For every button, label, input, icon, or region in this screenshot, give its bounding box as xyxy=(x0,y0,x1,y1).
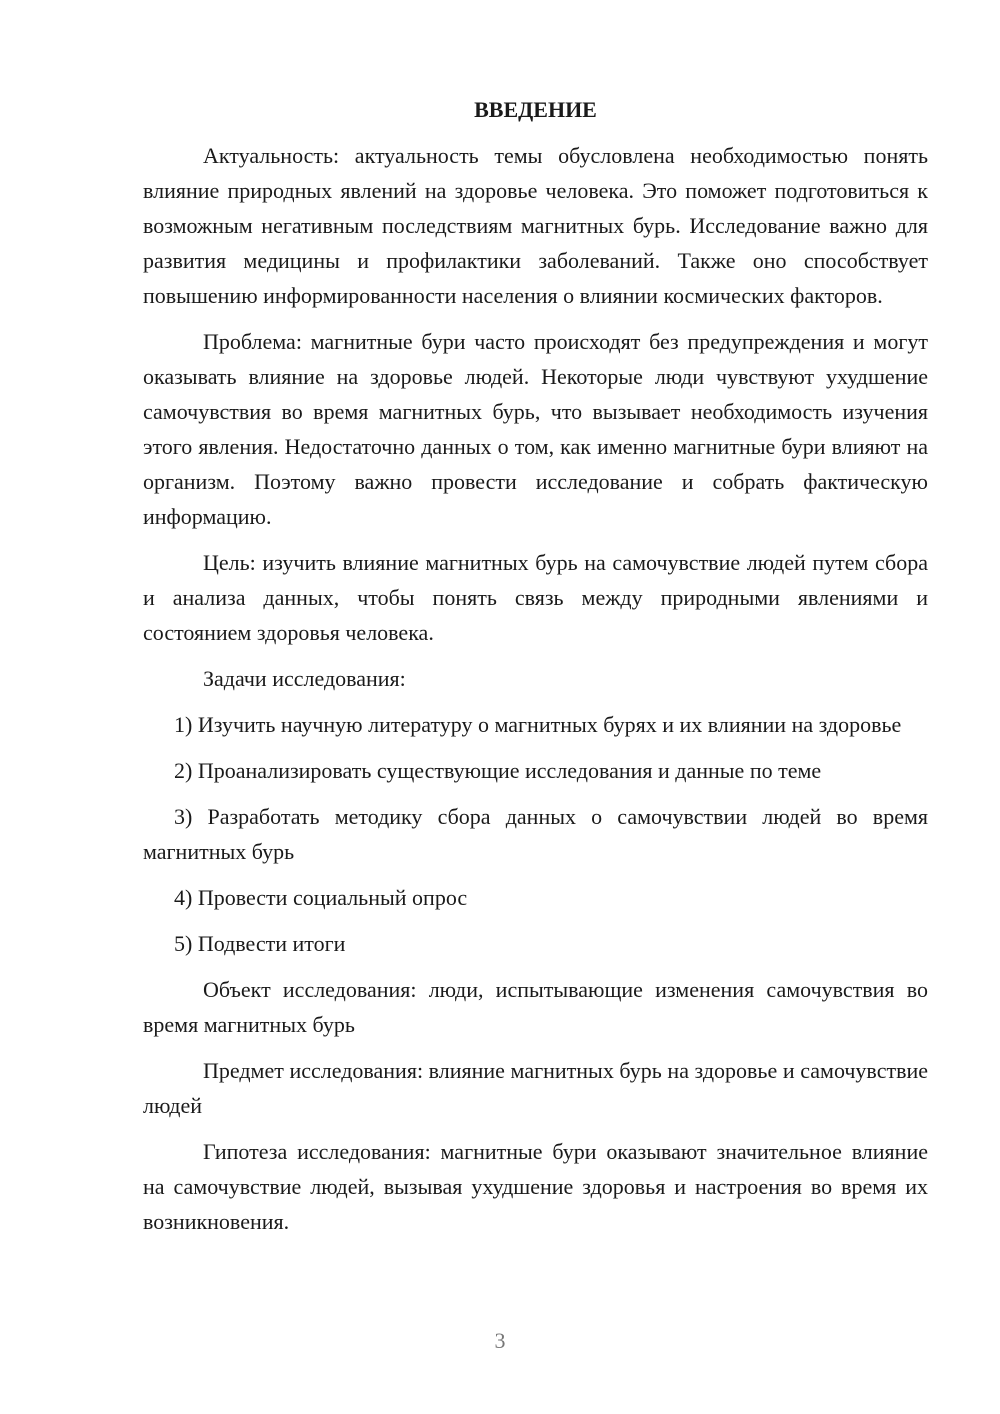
document-page xyxy=(143,92,928,1250)
task-item-1: 1) Изучить научную литературу о магнитных бурях и их влиянии на здоровье xyxy=(174,712,902,737)
page-number: 3 xyxy=(494,1328,506,1353)
problem-paragraph: Проблема: магнитные бури часто происходят без предупреждения и могут оказывать влияние на здоровье людей. Некоторые люди чувствуют ухудшение самочувствия во время магнитных бурь, что вызывает необходимость изучения этого явления. Недостаточно данных о том, как именно магнитные бури влияют на организм. Поэтому важно провести исследование и собрать фактическую информацию. xyxy=(143,329,928,529)
task-item-4: 4) Провести социальный опрос xyxy=(174,885,468,910)
relevance-paragraph: Актуальность: актуальность темы обусловлена необходимостью понять влияние природных явлений на здоровье человека. Это поможет подготовиться к возможным негативным последствиям магнитных бурь. Исследование важно для развития медицины и профилактики заболеваний. Также оно способствует повышению информированности населения о влиянии космических факторов. xyxy=(143,143,928,308)
tasks-heading: Задачи исследования: xyxy=(203,666,406,691)
subject-paragraph: Предмет исследования: влияние магнитных бурь на здоровье и самочувствие людей xyxy=(143,1058,928,1118)
task-item-5: 5) Подвести итоги xyxy=(174,931,346,956)
object-paragraph: Объект исследования: люди, испытывающие изменения самочувствия во время магнитных бурь xyxy=(143,977,928,1037)
page-title: ВВЕДЕНИЕ xyxy=(474,97,597,122)
hypothesis-paragraph: Гипотеза исследования: магнитные бури оказывают значительное влияние на самочувствие людей, вызывая ухудшение здоровья и настроения во время их возникновения. xyxy=(143,1139,928,1234)
task-item-3: 3) Разработать методику сбора данных о самочувствии людей во время магнитных бурь xyxy=(143,804,928,864)
goal-paragraph: Цель: изучить влияние магнитных бурь на самочувствие людей путем сбора и анализа данных, чтобы понять связь между природными явлениями и состоянием здоровья человека. xyxy=(143,550,928,645)
task-item-2: 2) Проанализировать существующие исследования и данные по теме xyxy=(174,758,822,783)
